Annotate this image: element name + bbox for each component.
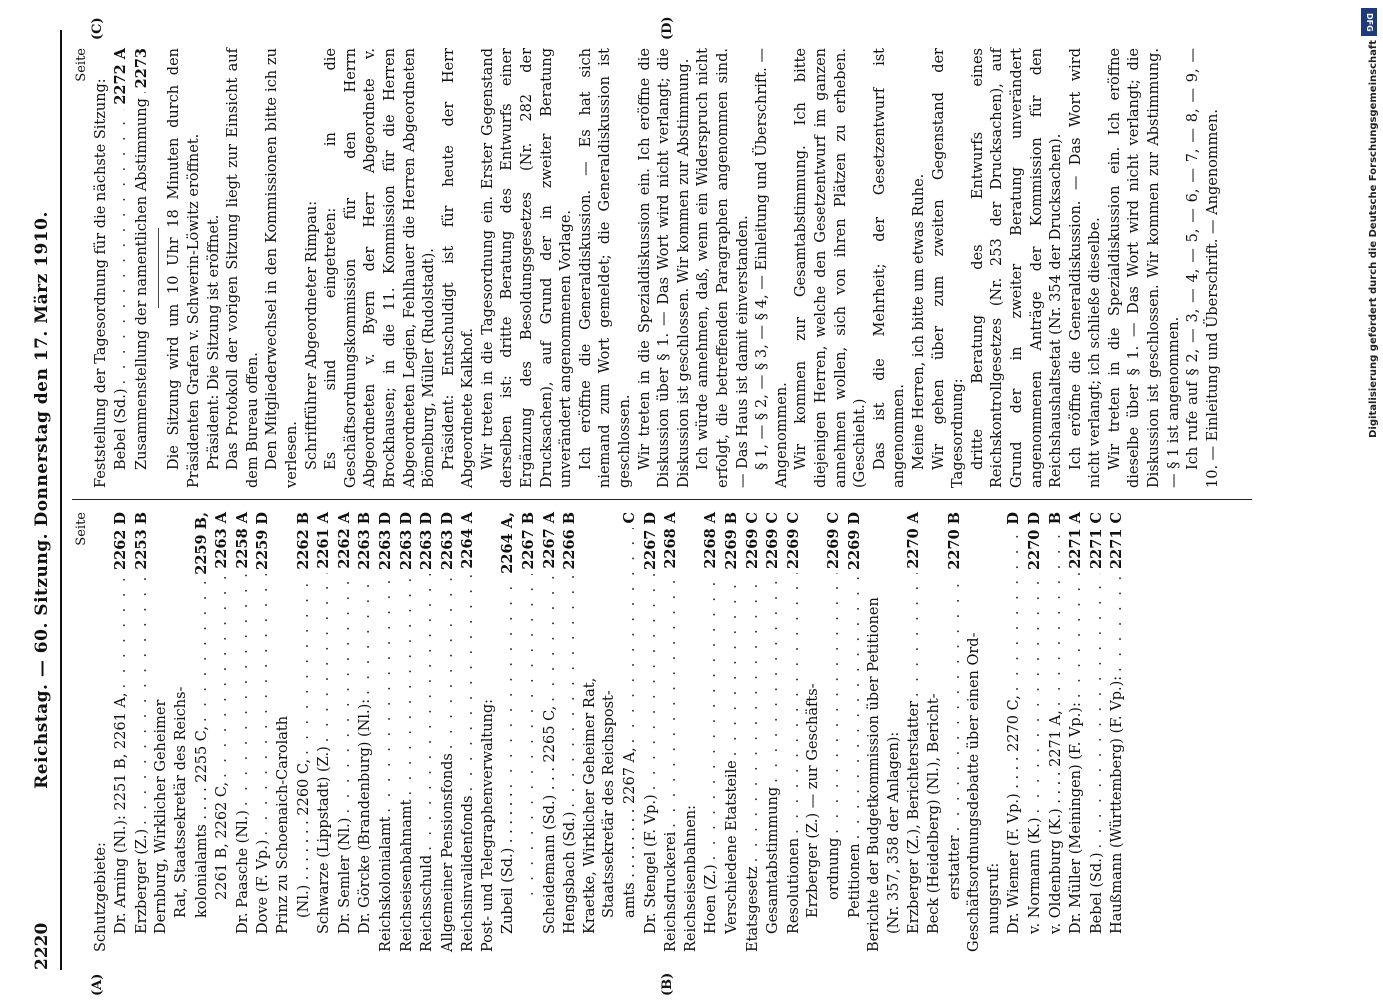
leader-dots [499,578,519,789]
entry-label: Dr. Wiemer (F. Vp.) . . . . 2270 C, [1006,695,1023,934]
leader-dots [1026,574,1046,814]
entry-page: 2269 C [743,512,761,569]
index-entry [641,512,662,952]
leader-dots [398,574,418,796]
entry-label: Dr. Müller (Meiningen) (F. Vp.): [1068,702,1085,934]
index-entry [945,512,966,952]
index-entry [1046,512,1067,952]
index-entry [1025,512,1046,952]
index-entry [1004,512,1025,952]
entry-label: amts . . . . . . . . 2267 A, [622,747,639,918]
toc-entry [92,48,112,488]
index-entry [458,512,479,952]
entry-label: Dove (F. Vp.) [255,839,272,934]
leader-dots [133,92,153,94]
entry-label: Hoen (Z.) [703,864,720,934]
entry-page: B [1046,512,1064,525]
entry-page: D [1005,512,1023,525]
entry-label: Hengsbach (Sd.) [562,811,579,934]
index-entry [600,512,620,952]
entry-page: 2264 A [459,512,477,569]
leader-dots [213,573,233,778]
index-entry [519,512,540,952]
entry-label: Dr. Arning (Nl.): 2251 B, 2261 A, [113,692,130,934]
index-entry [212,512,233,952]
leader-dots [825,573,845,834]
entry-label: erstatter [946,835,963,900]
entry-label: Geschäftsordnungsdebatte über einen Ord- [966,632,983,952]
minutes-paragraph: Präsident: Die Sitzung ist eröffnet. [205,214,222,470]
entry-page: 2263 B [356,512,374,570]
index-entry [376,512,397,952]
minutes-paragraph: Präsident: Entschuldigt ist für heute der Herr Abgeordnete Kalkhof. [440,48,477,488]
entry-label: Reichsdruckerei [663,831,680,952]
index-entry [92,512,112,952]
entry-page: 2270 A [905,512,923,569]
page-header [26,30,62,970]
leader-dots [315,573,335,743]
leader-dots [234,573,254,806]
leader-dots [702,573,722,861]
leader-dots [1108,573,1128,672]
left-entries [92,512,1128,952]
entry-page: 2261 A [315,512,333,569]
leader-dots [459,573,479,792]
leader-dots [561,574,581,808]
entry-page: 2270 B [945,512,963,570]
index-entry [335,512,356,952]
entry-label: Schutzgebiete: [92,842,109,952]
entry-label: Reichsinvalidenfonds [460,795,477,952]
index-entry [661,512,682,952]
index-entry [314,512,335,952]
entry-label: Reichseisenbahnen: [682,804,699,952]
section-divider [158,228,159,308]
entry-label: Beck (Heidelberg) (Nl.), Bericht- [925,693,942,934]
minutes-paragraph: Die Sitzung wird um 10 Uhr 18 Minuten durch den Präsidenten Grafen v. Schwerin-Löwitz eröffnet. [166,48,202,488]
index-entry [682,512,702,952]
page-number: 2220 [32,922,52,970]
entry-label: Dernburg, Wirklicher Geheimer [153,699,170,934]
minutes-paragraph: § 1, — § 2, — § 3, — § 4, — Einleitung und Überschrift. — Angenommen. [754,48,790,488]
column-divider [72,499,1252,500]
minutes-paragraph: Ich eröffne die Generaldiskussion. — Es hat sich niemand zum Wort gemeldet; die Generaldiskussion ist geschlossen. [577,48,634,488]
entry-page: 2266 B [561,512,579,570]
minutes-paragraph: Ich rufe auf § 2, — 3, — 4, — 5, — 6, — 7, — 8, — 9, — 10. — Einleitung und Überschrift. — Angenommen. [1185,48,1221,488]
entry-label: nungsruf: [985,862,1002,934]
index-entry [885,512,905,952]
entry-label: Erzberger (Z.), Berichterstatter [906,701,923,934]
leader-dots [133,574,153,825]
leader-dots [905,573,925,697]
entry-page: 2267 B [520,512,538,570]
minutes-paragraph: Wir treten in die Spezialdiskussion ein. Ich eröffne die Diskussion über § 1. — Das Wort wird nicht verlangt; die Diskussion ist geschlossen. Wir kommen zur Abstimmung. [636,48,692,488]
entry-page: 2262 D [112,512,130,570]
leader-dots [418,574,438,851]
leader-dots [254,574,274,836]
index-entry [763,512,784,952]
entry-label: Bebel (Sd.) [1088,852,1105,934]
entry-label: Reichseisenbahnamt [398,799,415,952]
entry-page: 2258 A [233,512,251,569]
leader-dots [764,573,784,783]
minutes-paragraph: Ich würde annehmen, daß, wenn ein Widerspruch nicht erfolgt, die betreffenden Paragraphen angenommen sind. — Das Haus ist damit einverstanden. [695,48,751,488]
index-entry [274,512,294,952]
entry-page: 2263 A [213,512,231,569]
entry-label: (Nr. 357, 358 der Anlagen): [885,731,902,934]
entry-label: Zubeil (Sd.) . . . . . . [500,792,517,934]
entry-label: Kraetke, Wirklicher Geheimer Rat, [581,677,598,934]
leader-dots [723,574,743,757]
index-entry [845,512,866,952]
index-entry [152,512,172,952]
index-entry [540,512,561,952]
margin-mark-d: (D) [660,16,675,40]
entry-page: 2259 D [254,512,272,570]
entry-page: 2263 D [418,512,436,570]
leader-dots [1067,573,1087,698]
minutes-paragraph: Wir treten in die Tagesordnung ein. Erster Gegenstand derselben ist: dritte Beratung des Entwurfs einer Ergänzung des Besoldungsgesetzes (Nr. 282 der Drucksachen), auf Grund der in zweiter Beratung unverändert angenommenen Vorlage. [479,48,575,488]
index-entry [417,512,438,952]
toc-label: Zusammenstellung der namentlichen Abstimmung [133,98,150,470]
leader-dots [193,579,213,722]
index-entry [192,512,213,952]
index-entry [581,512,601,952]
leader-dots [112,574,132,689]
entry-page: 2267 A [540,512,558,569]
right-column [72,48,1292,488]
entry-label: Post- und Telegraphenverwaltung: [479,698,496,952]
leader-dots [377,574,397,813]
index-entry [560,512,581,952]
index-entry [925,512,945,952]
index-entry [743,512,764,952]
entry-label: Scheidemann (Sd.) . . . 2265 C, [541,705,558,934]
leader-dots [744,573,764,862]
margin-mark-c: (C) [90,17,105,40]
left-column [72,512,1292,952]
index-entry [620,512,641,952]
entry-page: 2268 A [702,512,720,569]
leader-dots [1047,528,1067,706]
entry-page: C [621,512,639,524]
index-entry [784,512,805,952]
leader-dots [336,573,356,814]
entry-label: Reichsschuld [419,854,436,952]
leader-dots [356,574,376,695]
dfg-watermark-text: Digitalisierung gefördert durch die Deutsche Forschungsgemeinschaft [1368,40,1379,438]
entry-label: Dr. Semler (Nl.) [336,817,353,934]
entry-label: Dr. Paasche (Nl.) [234,810,251,934]
index-entry [1107,512,1128,952]
leader-dots [439,574,459,749]
minutes-paragraph: Wir treten in die Spezialdiskussion ein. Ich eröffne dieselbe über § 1. — Das Wort wird nicht verlangt; die Diskussion ist geschlossen. Wir kommen zur Abstimmung. — § 1 ist angenommen. [1106,48,1182,488]
entry-label: Reichskolonialamt [377,816,394,952]
toc-page: 2272 A [112,48,130,105]
entry-label: Erzberger (Z.) [133,828,150,934]
entry-label: Etatsgesetz [744,866,761,952]
toc-label: Feststellung der Tagesordnung für die nächste Sitzung: [92,78,109,488]
leader-dots [846,574,866,839]
minutes-paragraph: Schriftführer Abgeordneter Rimpau: [303,200,320,470]
minutes-paragraph: Ich eröffne die Generaldiskussion. — Das Wort wird nicht verlangt; ich schließe dieselbe. [1067,48,1104,488]
index-entry [498,512,519,952]
toc-entry [132,48,153,488]
entry-label: (Nl.) . . . . . . . 2260 C, [295,758,312,918]
entry-label: Allgemeiner Pensionsfonds [439,753,456,952]
index-entry [1087,512,1108,952]
entry-label: Dr. Görcke (Brandenburg) (Nl.): [357,698,374,934]
leader-dots [785,573,805,834]
minutes-paragraph: Wir kommen zur Gesamtabstimmung. Ich bitte diejenigen Herren, welche den Gesetzentwurf im ganzen annehmen wollen, sich von ihren Plätzen zu erheben. (Geschieht.) [793,48,869,488]
entry-label: Berichte der Budgetkommission über Petitionen [866,597,883,952]
minutes-paragraph: Es sind eingetreten: in die Geschäftsordnungskommission für den Herrn Abgeordneten v. Byern der Herr Abgeordnete v. Brockhausen; in die 11. Kommission für die Herren Abgeordneten Legien, Fehlhauer die Herren Abgeordneten Bömelburg, Müller (Rudolstadt). [323,48,438,488]
right-toc [92,48,153,488]
entry-page: 2269 D [845,512,863,570]
leader-dots [621,528,641,744]
entry-label: kolonialamts . . . . 2255 C, [193,726,210,918]
entry-page: 2271 C [1108,512,1126,569]
index-entry [965,512,985,952]
leader-dots [946,574,966,832]
minutes-paragraph: Das Protokoll der vorigen Sitzung liegt zur Einsicht auf dem Bureau offen. [225,48,261,488]
entry-page: 2269 C [824,512,842,569]
entry-page: 2269 B [723,512,740,570]
index-entry [701,512,722,952]
margin-mark-a: (A) [90,973,105,996]
leader-dots [295,574,315,755]
dfg-logo: DFG [1361,8,1377,36]
toc-label: Bebel (Sd.) [113,388,130,470]
index-entry [132,512,153,952]
document-page [20,10,1320,1000]
entry-page: 2259 B, [192,512,210,575]
seite-heading-right: Seite [74,48,89,82]
entry-label: Staatssekretär des Reichspost- [601,690,618,918]
entry-page: 2263 D [397,512,415,570]
index-entry [294,512,315,952]
index-entry [985,512,1005,952]
entry-page: 2271 A [1067,512,1085,569]
toc-page: 2273 [132,48,150,89]
entry-label: Schwarze (Lippstadt) (Z.) [316,746,333,934]
entry-page: 2271 C [1087,512,1105,569]
index-entry [722,512,743,952]
entry-page: 2262 B [294,512,312,570]
entry-page: 2270 D [1025,512,1043,570]
entry-label: Gesamtabstimmung [765,786,782,934]
entry-label: Dr. Stengel (F. Vp.) [642,794,659,934]
minutes-paragraph: Das ist die Mehrheit; der Gesetzentwurf ist angenommen. [871,48,908,488]
entry-page: 2263 D [376,512,394,570]
minutes-paragraph: Wir gehen über zum zweiten Gegenstand der Tagesordnung: [930,48,967,488]
entry-label: Verschiedene Etatsteile [724,760,740,934]
index-entry [172,512,192,952]
entry-page: 2268 A [662,512,680,569]
entry-label: v. Oldenburg (K.) . . . . 2271 A, [1047,710,1064,934]
entry-label: v. Normann (K.) [1026,817,1043,934]
index-entry [355,512,376,952]
index-entry [233,512,254,952]
leader-dots [541,573,561,702]
minutes-paragraph: dritte Beratung des Entwurfs eines Reichskontrollgesetzes (Nr. 253 der Drucksachen), auf Grund der in zweiter Beratung unverändert angenommenen Anträge der Kommission für den Reichshaushaltsetat (Nr. 354 der Drucksachen). [969,48,1065,488]
entry-label: Erzberger (Z.) — zur Geschäfts- [805,683,822,918]
seite-heading-left: Seite [74,512,89,546]
entry-label: Petitionen [846,843,863,918]
index-entry [438,512,459,952]
entry-label: Rat, Staatssekretär des Reichs- [172,686,189,918]
leader-dots [642,574,662,790]
index-entry [253,512,274,952]
entry-label: Prinz zu Schoenaich-Carolath [274,715,291,934]
leader-dots [1088,573,1108,849]
entry-label: Resolutionen [785,837,802,934]
leader-dots [520,574,540,896]
index-entry [397,512,418,952]
margin-mark-b: (B) [660,972,675,996]
entry-page: 2263 D [438,512,456,570]
entry-page: 2269 C [784,512,802,569]
entry-page: 2269 C [764,512,782,569]
index-entry [904,512,925,952]
index-entry [111,512,132,952]
minutes-paragraph: Meine Herren, ich bitte um etwas Ruhe. [910,173,927,470]
right-paragraphs [165,48,1223,488]
leader-dots [1005,529,1025,692]
entry-page: 2253 B [132,512,150,570]
minutes-paragraph: Den Mitgliederwechsel in den Kommissionen bitte ich zu verlesen. [264,48,300,488]
toc-entry [111,48,132,488]
leader-dots [662,573,682,828]
index-entry [804,512,824,952]
entry-page: 2264 A, [499,512,517,574]
index-entry [479,512,499,952]
entry-page: 2267 D [641,512,659,570]
page-title: Reichstag. — 60. Sitzung. Donnerstag den 17. März 1910. [32,211,52,789]
index-entry [1066,512,1087,952]
leader-dots [112,109,132,385]
index-entry [824,512,845,952]
entry-label: Haußmann (Württemberg) (F. Vp.): [1109,675,1126,934]
entry-label: ordnung [825,837,842,900]
entry-label: 2261 B, 2262 C, [214,781,231,900]
index-entry [865,512,885,952]
entry-page: 2262 A [335,512,353,569]
